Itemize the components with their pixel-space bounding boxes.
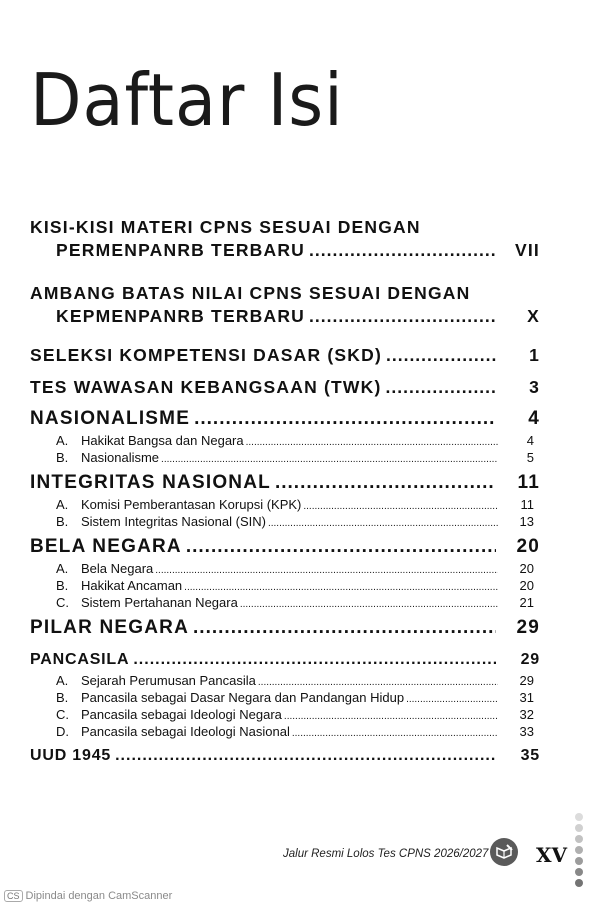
leader-dots bbox=[194, 408, 496, 430]
toc-page-number: X bbox=[527, 306, 540, 326]
footer-book-title: Jalur Resmi Lolos Tes CPNS 2026/2027 bbox=[283, 848, 489, 860]
toc-entry-kisi[interactable]: PERMENPANRB TERBARU ..... VII bbox=[30, 240, 540, 261]
toc-entry-ambang-line1[interactable]: AMBANG BATAS NILAI CPNS SESUAI DENGAN bbox=[30, 283, 471, 303]
toc-subentry[interactable]: B. Nasionalisme ..... 5 bbox=[56, 450, 500, 465]
leader-dots bbox=[386, 377, 496, 398]
toc-page-number: 3 bbox=[529, 377, 540, 397]
toc-entry-pilar[interactable]: PILAR NEGARA ..... 29 bbox=[30, 617, 540, 639]
toc-page-number: 29 bbox=[520, 651, 540, 668]
leader-dots bbox=[155, 565, 498, 576]
leader-dots bbox=[115, 747, 496, 765]
toc-subentry[interactable]: D. Pancasila sebagai Ideologi Nasional ..... 33 bbox=[56, 724, 500, 739]
leader-dots bbox=[303, 501, 498, 512]
toc-subentry[interactable]: B. Hakikat Ancaman ..... 20 bbox=[56, 578, 500, 593]
toc-subentry[interactable]: A. Hakikat Bangsa dan Negara ..... 4 bbox=[56, 433, 500, 448]
camscanner-logo-icon: CS bbox=[4, 890, 23, 902]
toc-page-number: 4 bbox=[528, 408, 540, 429]
decorative-dot-column bbox=[575, 813, 585, 890]
toc-subentry[interactable]: C. Pancasila sebagai Ideologi Negara ..... 32 bbox=[56, 707, 500, 722]
toc-subentry[interactable]: A. Bela Negara ..... 20 bbox=[56, 561, 500, 576]
book-pen-icon bbox=[490, 838, 518, 866]
toc-entry-uud[interactable]: UUD 1945 ..... 35 bbox=[30, 747, 540, 765]
footer-page-number: XV bbox=[536, 843, 568, 867]
leader-dots bbox=[193, 617, 496, 639]
toc-entry-bela[interactable]: BELA NEGARA ..... 20 bbox=[30, 536, 540, 558]
toc-page-number: 11 bbox=[517, 472, 540, 493]
leader-dots bbox=[386, 345, 496, 366]
leader-dots bbox=[275, 472, 496, 494]
scanner-watermark: CS Dipindai dengan CamScanner bbox=[4, 890, 172, 902]
toc-subentry[interactable]: B. Pancasila sebagai Dasar Negara dan Pandangan Hidup ..... 31 bbox=[56, 690, 500, 705]
leader-dots bbox=[309, 240, 496, 261]
toc-entry-nasionalisme[interactable]: NASIONALISME ..... 4 bbox=[30, 408, 540, 430]
toc-page-number: 1 bbox=[529, 345, 540, 365]
toc-page-number: 20 bbox=[516, 536, 540, 557]
leader-dots bbox=[292, 728, 498, 739]
toc-subentry[interactable]: A. Komisi Pemberantasan Korupsi (KPK) ..... 11 bbox=[56, 497, 500, 512]
toc-entry-pancasila[interactable]: PANCASILA ..... 29 bbox=[30, 651, 540, 669]
toc-page-number: 29 bbox=[516, 617, 540, 638]
toc-page-number: VII bbox=[515, 240, 540, 260]
toc-entry-twk[interactable]: TES WAWASAN KEBANGSAAN (TWK) ..... 3 bbox=[30, 377, 540, 398]
leader-dots bbox=[240, 599, 498, 610]
leader-dots bbox=[186, 536, 496, 558]
leader-dots bbox=[309, 306, 496, 327]
leader-dots bbox=[268, 518, 498, 529]
leader-dots bbox=[258, 677, 498, 688]
page-title: Daftar Isi bbox=[30, 58, 344, 142]
toc-subentry[interactable]: B. Sistem Integritas Nasional (SIN) ..... 13 bbox=[56, 514, 500, 529]
toc-subentry[interactable]: A. Sejarah Perumusan Pancasila ..... 29 bbox=[56, 673, 500, 688]
toc-entry-ambang[interactable]: KEPMENPANRB TERBARU ..... X bbox=[30, 306, 540, 327]
leader-dots bbox=[133, 651, 496, 669]
leader-dots bbox=[406, 694, 498, 705]
leader-dots bbox=[246, 437, 498, 448]
toc-entry-integritas[interactable]: INTEGRITAS NASIONAL ..... 11 bbox=[30, 472, 540, 494]
leader-dots bbox=[161, 454, 498, 465]
toc-page-number: 35 bbox=[520, 747, 540, 764]
leader-dots bbox=[184, 582, 498, 593]
toc-entry-skd[interactable]: SELEKSI KOMPETENSI DASAR (SKD) ..... 1 bbox=[30, 345, 540, 366]
toc-entry-kisi-line1[interactable]: KISI-KISI MATERI CPNS SESUAI DENGAN bbox=[30, 217, 421, 237]
leader-dots bbox=[284, 711, 498, 722]
toc-subentry[interactable]: C. Sistem Pertahanan Negara ..... 21 bbox=[56, 595, 500, 610]
